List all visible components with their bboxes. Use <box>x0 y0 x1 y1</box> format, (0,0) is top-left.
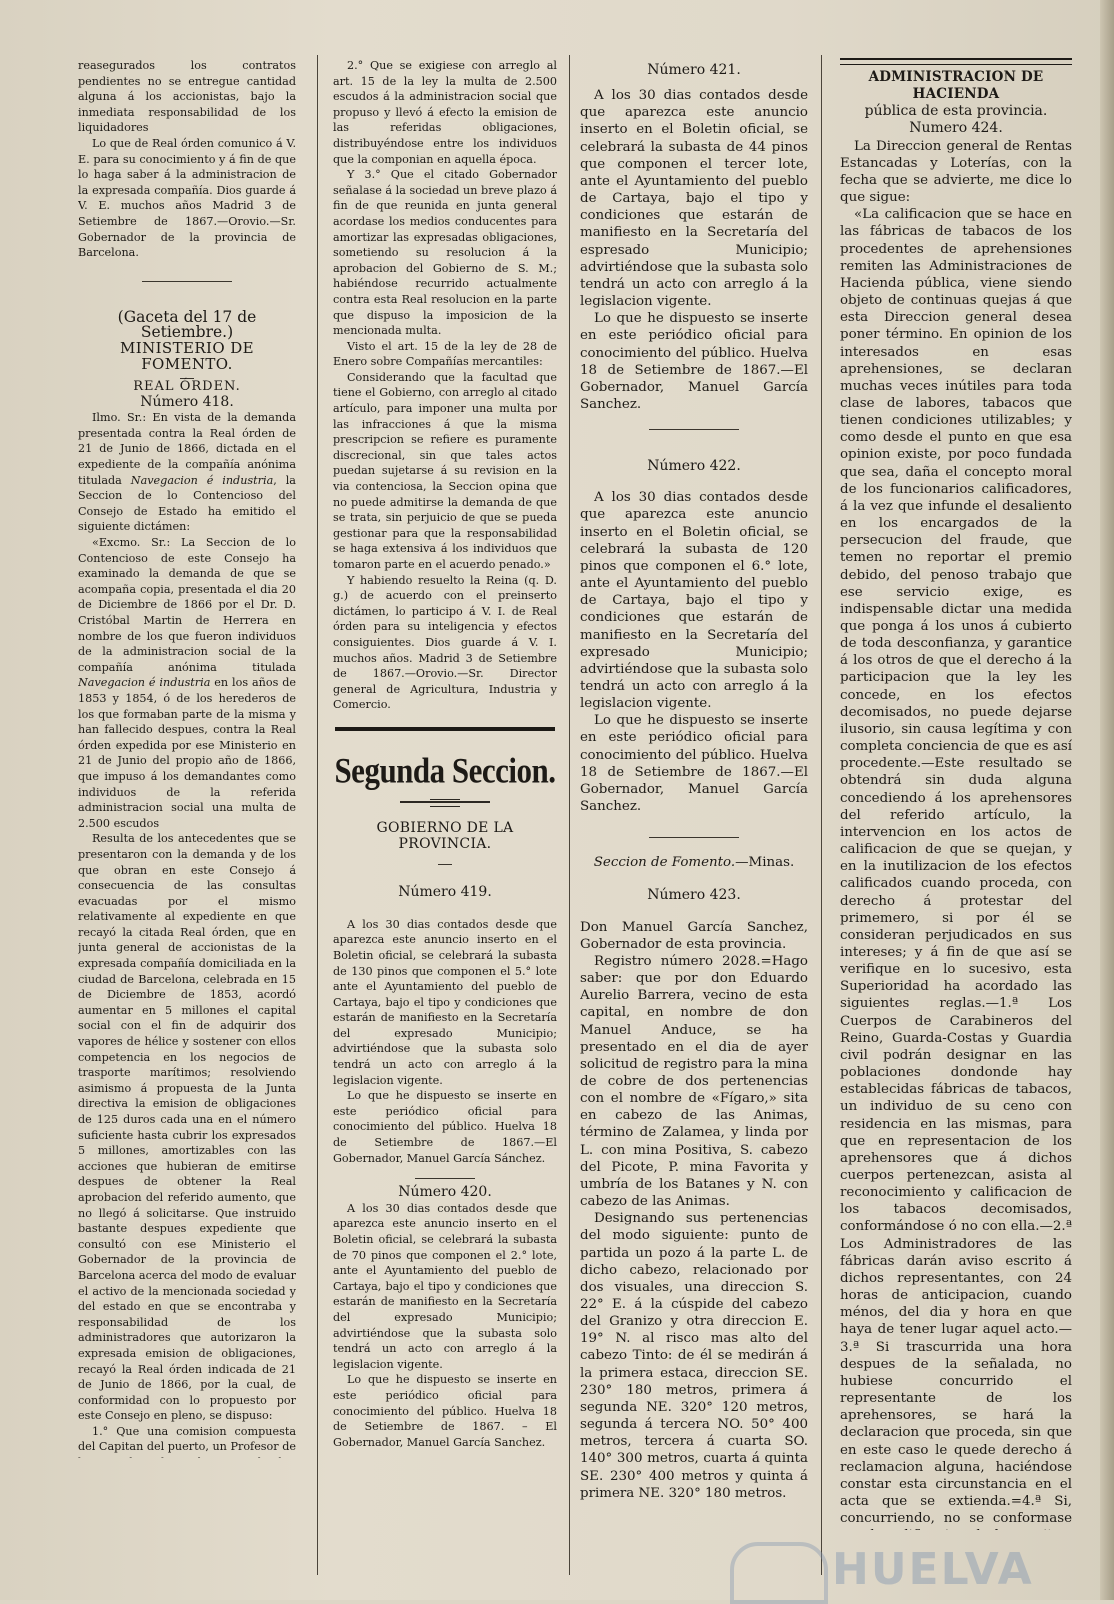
ornament-rule <box>400 801 490 803</box>
administracion-subheading: pública de esta provincia. <box>840 103 1072 120</box>
col4-paragraph-2: «La calificacion que se hace en las fábricas de tabacos de los procedentes de aprehensiones remiten las Administraciones de Hacienda pública, viene siendo objeto de continuas quejas á que esta Direccion general desea poner término. En opinion de los interesados en esas aprehensiones, se declaran muchas veces inútiles para toda clase de labores, tabacos que tienen condiciones utilizables; y como desde el punto en que esa opinion existe, por poco fundada que sea, daña el concepto moral de los funcionarios calificadores, á la vez que infunde el desaliento en los encargados de la persecucion del fraude, que temen no reportar el premio debido, del penoso trabajo que ese servicio exige, es indispensable dictar una medida que ponga á los unos á cubierto de toda desconfianza, y garantice á los otros de que el derecho á la participacion que la ley les concede, en los efectos decomisados, no puede dejarse ilusorio, sin causa legítima y con completa conciencia de que es así procedente.—Este resultado se obtendrá sin duda alguna concediendo á los aprehensores del referido artículo, la intervencion en los actos de calificacion de que se quejan, y en la inutilizacion de los efectos calificados cuando proceda, con derecho á protestar del primemero, si por él se consideran perjudicados en sus intereses; y á fin de que así se verifique en lo sucesivo, esta Superioridad ha acordado las siguientes reglas.—1.ª Los Cuerpos de Carabineros del Reino, Guarda-Costas y Guardia civil podrán designar en las poblaciones dondonde hay establecidas fábricas de tabacos, un individuo de su ceno con residencia en las mismas, para que en representacion de los aprehensores que á dichos cuerpos pertenezcan, asista al reconocimiento y calificacion de los tabacos decomisados, conformándose ó no con ella.—2.ª Los Administradores de las fábricas darán aviso escrito á dichos representantes, con 24 horas de anticipacion, cuando ménos, del dia y hora en que haya de tener lugar aquel acto.—3.ª Si trascurrida una hora despues de la señalada, no hubiese concurrido el representante de los aprehensores, se hará la declaracion que proceda, sin que en este caso le quede derecho á reclamacion alguna, haciéndose constar esta circunstancia en el acta que se extienda.=4.ª Si, concurriendo, no se conformase <box>840 206 1072 1530</box>
col3-paragraph-7: Designando sus pertenencias del modo siguiente: punto de partida un pozo á la parte L. de dicho cabezo, relacionado por dos visuales, una direccion S. 22° E. á la cúspide del cabezo del Granizo y otra direccion E. 19° N. al risco mas alto del cabezo Tinto: de él se medirán á la primera estaca, direccion SE. 230° 180 metros, primera á segunda NE. 320° 120 metros, segunda á tercera NO. 50° 400 metros, tercera á cuarta SO. 140° 300 metros, cuarta á quinta SE. 230° 400 metros y quinta á primera NE. 320° 180 metros. <box>580 1210 808 1502</box>
gaceta-heading: (Gaceta del 17 de Setiembre.) <box>78 310 296 341</box>
numero-419-heading: Número 419. <box>333 885 557 901</box>
archive-watermark <box>730 1540 1090 1600</box>
numero-418-heading: Número 418. <box>78 395 296 411</box>
col1-paragraph-5: Resulta de los antecedentes que se presentaron con la demanda y de los que obran en este Consejo á consecuencia de las consultas evacuadas por el mismo relativamente al expediente en que recayó la citada Real órden, que en junta general de accionistas de la expresada compañía domiciliada en la ciudad de Barcelona, celebrada en 15 de Diciembre de 1853, acordó aumentar en 5 millones el capital social con el fin de adquirir dos vapores de hélice y sostener con ellos competencia en los negocios de trasporte marítimos; resolviendo asimismo á propuesta de la Junta directiva la emision de obligaciones de 125 duros cada una en el número suficiente hasta cubrir los expresados 5 millones, amortizables con las acciones que hubieran de emitirse despues de obtener la Real aprobacion del referido aumento, que no llegó á solicitarse. Que instruido bastante despues expediente que consultó con ese Ministerio el Gobernador de la provincia de Barcelona acerca del modo de evaluar el activo de la mencionada sociedad y del estado en que se encontraba y responsabilidad de los administradores que autorizaron la expresada emision de obligaciones, recayó la Real órden indicada de 21 de Junio de 1866, por la cual, de conformidad con lo propuesto por este Consejo en pleno, se dispuso: <box>78 831 296 1424</box>
col1-paragraph-3: Ilmo. Sr.: En vista de la demanda presentada contra la Real órden de 21 de Junio de 1866, dictada en el expediente de la compañía anónima titulada Navegacion é industria, la Seccion de lo Contencioso del Consejo de Estado ha emitido el siguiente dictámen: <box>78 410 296 535</box>
col2-paragraph-1: 2.° Que se exigiese con arreglo al art. 15 de la ley la multa de 2.500 escudos á la administracion social que propuso y llevó á efecto la emision de las referidas obligaciones, distribuyéndose entre los individuos que la componian en aquella época. <box>333 58 557 167</box>
gobierno-heading: GOBIERNO DE LA PROVINCIA. <box>333 821 557 852</box>
col4-paragraph-1: La Direccion general de Rentas Estancadas y Loterías, con la fecha que se advierte, me dice lo que sigue: <box>840 138 1072 207</box>
archive-logo-icon <box>730 1542 828 1604</box>
col3-paragraph-2: Lo que he dispuesto se inserte en este periódico oficial para conocimiento del público. Huelva 18 de Setiembre de 1867.—El Gobernador, Manuel García Sanchez. <box>580 310 808 413</box>
segunda-seccion-title: Segunda Seccion. <box>333 748 557 794</box>
short-rule <box>438 864 452 865</box>
page-edge <box>1100 0 1114 1600</box>
numero-424-heading: Numero 424. <box>840 120 1072 137</box>
col3-paragraph-6: Registro número 2028.=Hago saber: que por don Eduardo Aurelio Barrera, vecino de esta capital, en nombre de don Manuel Anduce, se ha presentado en el dia de ayer solicitud de registro para la mina de cobre de dos pertenencias con el nombre de «Fígaro,» sita en cabezo de las Animas, término de Zalamea, y linda por L. con mina Positiva, S. cabezo del Picote, P. mina Favorita y umbría de los Batanes y N. con cabezo de las Animas. <box>580 953 808 1210</box>
watermark-text: HUELVA <box>832 1544 1034 1595</box>
section-rule <box>649 429 739 430</box>
col3-paragraph-3: A los 30 dias contados desde que aparezca este anuncio inserto en el Boletin oficial, se celebrará la subasta de 120 pinos que componen el 6.° lote, ante el Ayuntamiento del pueblo de Cartaya, bajo el tipo y condiciones que estarán de manifiesto en la Secretaría del expresado Municipio; advirtiéndose que la subasta solo tendrá un acto con arreglo á la legislacion vigente. <box>580 489 808 712</box>
section-rule <box>142 281 232 282</box>
col2-paragraph-4: Considerando que la facultad que tiene el Gobierno, con arreglo al citado artículo, para imponer una multa por las infracciones á que la misma prescripcion se refiere es puramente discrecional, sin que tales actos puedan sujetarse á su revision en la via contenciosa, la Seccion opina que no puede admitirse la demanda de que se trata, sin perjuicio de que se pueda gestionar para que la responsabilidad se haga extensiva á los individuos que tomaron parte en el acuerdo penado.» <box>333 370 557 573</box>
numero-422-heading: Número 422. <box>580 458 808 475</box>
col3-paragraph-5: Don Manuel García Sanchez, Gobernador de esta provincia. <box>580 919 808 953</box>
section-rule-2 <box>649 837 739 838</box>
column-3 <box>580 62 808 1502</box>
administracion-heading: ADMINISTRACION DE HACIENDA <box>840 69 1072 103</box>
ministerio-heading: MINISTERIO DE FOMENTO. <box>78 341 296 372</box>
col3-paragraph-4: Lo que he dispuesto se inserte en este periódico oficial para conocimiento del público. Huelva 18 de Setiembre de 1867.—El Gobernador, Manuel García Sanchez. <box>580 712 808 815</box>
column-divider-2 <box>569 55 570 1575</box>
numero-421-heading: Número 421. <box>580 62 808 79</box>
real-orden-heading: REAL ÓRDEN. <box>78 379 296 395</box>
col1-paragraph-2: Lo que de Real órden comunico á V. E. para su conocimiento y á fin de que lo haga saber á la administracion de la expresada compañía. Dios guarde á V. E. muchos años Madrid 3 de Setiembre de 1867.—Orovio.—Sr. Gobernador de la provincia de Barcelona. <box>78 136 296 261</box>
col1-paragraph-4: «Excmo. Sr.: La Seccion de lo Contencioso de este Consejo ha examinado la demanda de que se acompaña copia, presentada el dia 20 de Diciembre de 1866 por el Dr. D. Cristóbal Martin de Herrera en nombre de los que fueron individuos de la administracion social de la compañía anónima titulada Navegacion é industria en los años de 1853 y 1854, ó de los herederos de los que formaban parte de la misma y han fallecido despues, contra la Real órden expedida por ese Ministerio en 21 de Junio del propio año de 1866, que impuso á los demandantes como individuos de la referida administracion social una multa de 2.500 escudos <box>78 535 296 831</box>
numero-423-heading: Número 423. <box>580 887 808 904</box>
column-1 <box>78 58 296 1458</box>
col3-paragraph-1: A los 30 dias contados desde que aparezca este anuncio inserto en el Boletin oficial, se celebrará la subasta de 44 pinos que componen el tercer lote, ante el Ayuntamiento del pueblo de Cartaya, bajo el tipo y condiciones que estarán de manifiesto en la Secretaría del espresado Municipio; advirtiéndose que la subasta solo tendrá un acto con arreglo á la legislacion vigente. <box>580 87 808 310</box>
col2-paragraph-6: A los 30 dias contados desde que aparezca este anuncio inserto en el Boletin oficial, se celebrará la subasta de 130 pinos que componen el 5.° lote ante el Ayuntamiento del pueblo de Cartaya, bajo el tipo y condiciones que estarán de manifiesto en la Secretaría del expresado Municipio; advirtiéndose que la subasta solo tendrá un acto con arreglo á la legislacion vigente. <box>333 917 557 1089</box>
seccion-fomento-heading: Seccion de Fomento.—Minas. <box>580 854 808 871</box>
column-2 <box>333 58 557 1478</box>
top-double-rule <box>840 58 1072 65</box>
column-divider-3 <box>821 55 822 1575</box>
col2-paragraph-9: Lo que he dispuesto se inserte en este periódico oficial para conocimiento del público. Huelva 18 de Setiembre de 1867. – El Gobernador, Manuel García Sanchez. <box>333 1372 557 1450</box>
numero-420-heading: Número 420. <box>333 1185 557 1201</box>
column-divider-1 <box>317 55 318 1575</box>
col2-paragraph-5: Y habiendo resuelto la Reina (q. D. g.) de acuerdo con el preinserto dictámen, lo participo á V. I. de Real órden para su inteligencia y efectos consiguientes. Dios guarde á V. I. muchos años. Madrid 3 de Setiembre de 1867.—Orovio.—Sr. Director general de Agricultura, Industria y Comercio. <box>333 573 557 713</box>
col2-paragraph-8: A los 30 dias contados desde que aparezca este anuncio inserto en el Boletin oficial, se celebrará la subasta de 70 pinos que componen el 2.° lote, ante el Ayuntamiento del pueblo de Cartaya, bajo el tipo y condiciones que estarán de manifiesto en la Secretaría del expresado Municipio; advirtiéndose que la subasta solo tendrá un acto con arreglo á la legislacion vigente. <box>333 1201 557 1373</box>
col1-paragraph-1: reasegurados los contratos pendientes no se entregue cantidad alguna á los accionistas, bajo la inmediata responsabilidad de los liquidadores <box>78 58 296 136</box>
col2-paragraph-2: Y 3.° Que el citado Gobernador señalase á la sociedad un breve plazo á fin de que reunida en junta general acordase los medios conducentes para amortizar las expresadas obligaciones, sometiendo su resolucion á la aprobacion del Gobierno de S. M.; habiéndose recurrido actualmente contra esta Real resolucion en la parte que dispuso la imposicion de la mencionada multa. <box>333 167 557 339</box>
column-4 <box>840 58 1072 1530</box>
col2-paragraph-7: Lo que he dispuesto se inserte en este periódico oficial para conocimiento del público. Huelva 18 de Setiembre de 1867.—El Gobernador, Manuel García Sánchez. <box>333 1088 557 1166</box>
col1-paragraph-6: 1.° Que una comision compuesta del Capitan del puerto, un Profesor de <box>78 1424 296 1458</box>
col2-paragraph-3: Visto el art. 15 de la ley de 28 de Enero sobre Compañías mercantiles: <box>333 339 557 370</box>
section-thick-rule <box>335 727 555 731</box>
short-rule-2 <box>415 1178 475 1179</box>
